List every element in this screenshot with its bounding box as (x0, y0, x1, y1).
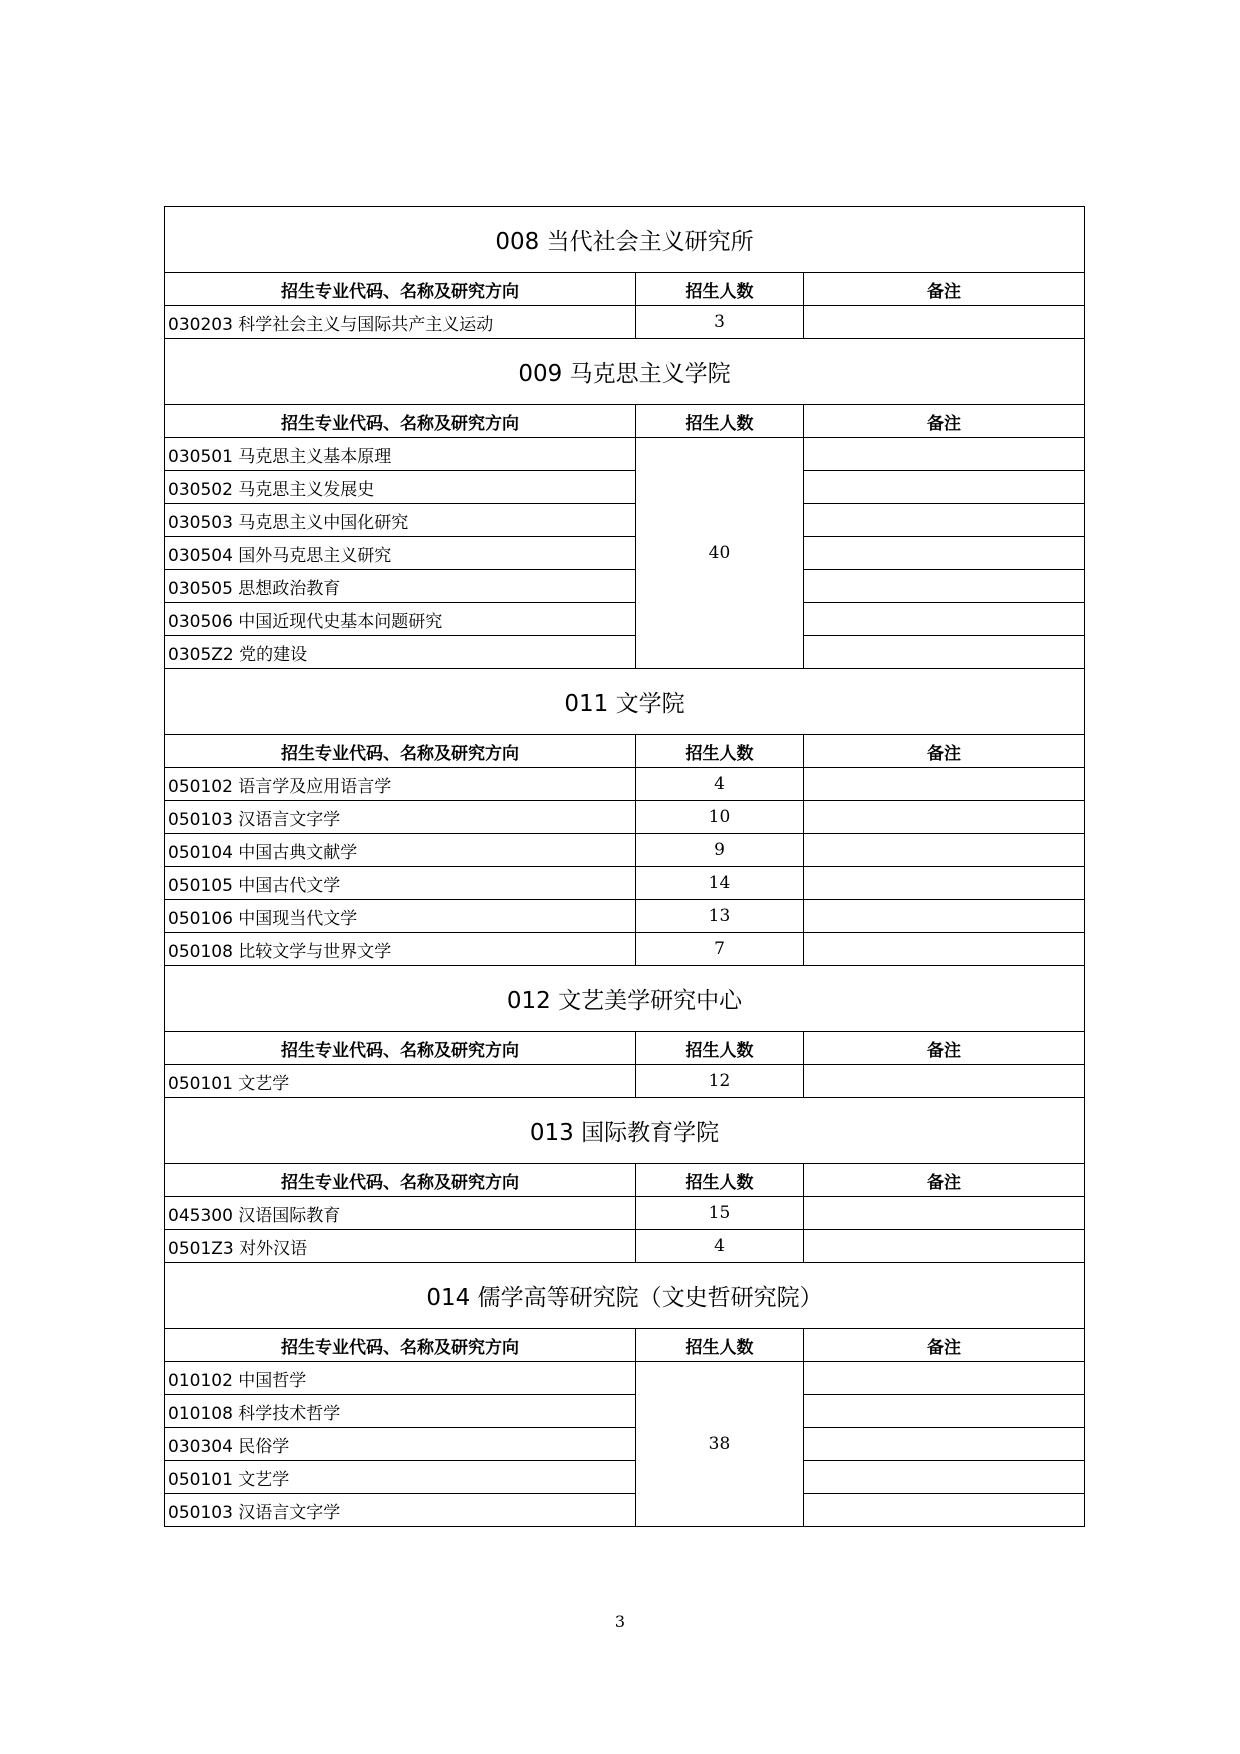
table-row (165, 801, 1085, 834)
section-title: 008 当代社会主义研究所 (165, 207, 1085, 273)
major-cell: 050102 语言学及应用语言学 (165, 768, 636, 801)
note-cell (804, 570, 1085, 603)
table-row (165, 537, 1085, 570)
table-row (165, 933, 1085, 966)
section-header-row (165, 339, 1085, 405)
note-cell (804, 471, 1085, 504)
major-cell: 0305Z2 党的建设 (165, 636, 636, 669)
column-header-major: 招生专业代码、名称及研究方向 (165, 273, 636, 306)
major-cell: 050103 汉语言文字学 (165, 801, 636, 834)
note-cell (804, 636, 1085, 669)
table-row (165, 504, 1085, 537)
column-header-note: 备注 (804, 1329, 1085, 1362)
table-row (165, 1395, 1085, 1428)
table-row (165, 1197, 1085, 1230)
table-row (165, 900, 1085, 933)
column-header-major: 招生专业代码、名称及研究方向 (165, 1032, 636, 1065)
column-header-row (165, 1329, 1085, 1362)
major-cell: 030304 民俗学 (165, 1428, 636, 1461)
note-cell (804, 900, 1085, 933)
column-header-count: 招生人数 (636, 405, 804, 438)
major-cell: 050103 汉语言文字学 (165, 1494, 636, 1527)
note-cell (804, 867, 1085, 900)
column-header-count: 招生人数 (636, 273, 804, 306)
note-cell (804, 504, 1085, 537)
section-header-row (165, 966, 1085, 1032)
major-cell: 050104 中国古典文献学 (165, 834, 636, 867)
table-row (165, 1230, 1085, 1263)
note-cell (804, 834, 1085, 867)
table-row (165, 306, 1085, 339)
section-header-row (165, 1263, 1085, 1329)
column-header-note: 备注 (804, 1032, 1085, 1065)
column-header-row (165, 1164, 1085, 1197)
table-row (165, 1362, 1085, 1395)
table-row (165, 603, 1085, 636)
note-cell (804, 1494, 1085, 1527)
column-header-note: 备注 (804, 1164, 1085, 1197)
table-row (165, 1065, 1085, 1098)
note-cell (804, 933, 1085, 966)
count-cell: 4 (636, 768, 804, 801)
major-cell: 030501 马克思主义基本原理 (165, 438, 636, 471)
table-row (165, 570, 1085, 603)
major-cell: 050105 中国古代文学 (165, 867, 636, 900)
column-header-row (165, 735, 1085, 768)
major-cell: 050101 文艺学 (165, 1461, 636, 1494)
note-cell (804, 1461, 1085, 1494)
note-cell (804, 1065, 1085, 1098)
note-cell (804, 768, 1085, 801)
note-cell (804, 306, 1085, 339)
note-cell (804, 438, 1085, 471)
column-header-count: 招生人数 (636, 735, 804, 768)
column-header-note: 备注 (804, 735, 1085, 768)
table-row (165, 471, 1085, 504)
table-row (165, 834, 1085, 867)
column-header-major: 招生专业代码、名称及研究方向 (165, 405, 636, 438)
note-cell (804, 1197, 1085, 1230)
section-title: 012 文艺美学研究中心 (165, 966, 1085, 1032)
table-row (165, 1428, 1085, 1461)
section-header-row (165, 207, 1085, 273)
column-header-row (165, 405, 1085, 438)
column-header-row (165, 273, 1085, 306)
table-row (165, 1461, 1085, 1494)
major-cell: 050108 比较文学与世界文学 (165, 933, 636, 966)
major-cell: 050106 中国现当代文学 (165, 900, 636, 933)
count-cell: 40 (636, 438, 804, 669)
column-header-major: 招生专业代码、名称及研究方向 (165, 735, 636, 768)
count-cell: 38 (636, 1362, 804, 1527)
column-header-count: 招生人数 (636, 1164, 804, 1197)
major-cell: 030503 马克思主义中国化研究 (165, 504, 636, 537)
section-header-row (165, 669, 1085, 735)
section-title: 009 马克思主义学院 (165, 339, 1085, 405)
count-cell: 12 (636, 1065, 804, 1098)
count-cell: 4 (636, 1230, 804, 1263)
table-row (165, 636, 1085, 669)
major-cell: 0501Z3 对外汉语 (165, 1230, 636, 1263)
column-header-row (165, 1032, 1085, 1065)
major-cell: 050101 文艺学 (165, 1065, 636, 1098)
note-cell (804, 537, 1085, 570)
count-cell: 14 (636, 867, 804, 900)
major-cell: 010102 中国哲学 (165, 1362, 636, 1395)
column-header-count: 招生人数 (636, 1329, 804, 1362)
count-cell: 3 (636, 306, 804, 339)
note-cell (804, 1395, 1085, 1428)
note-cell (804, 603, 1085, 636)
note-cell (804, 801, 1085, 834)
column-header-major: 招生专业代码、名称及研究方向 (165, 1164, 636, 1197)
enrollment-table (164, 206, 1085, 1527)
section-title: 013 国际教育学院 (165, 1098, 1085, 1164)
major-cell: 010108 科学技术哲学 (165, 1395, 636, 1428)
section-title: 011 文学院 (165, 669, 1085, 735)
major-cell: 045300 汉语国际教育 (165, 1197, 636, 1230)
table-row (165, 867, 1085, 900)
note-cell (804, 1230, 1085, 1263)
count-cell: 10 (636, 801, 804, 834)
major-cell: 030203 科学社会主义与国际共产主义运动 (165, 306, 636, 339)
table-row (165, 768, 1085, 801)
table-row (165, 1494, 1085, 1527)
major-cell: 030505 思想政治教育 (165, 570, 636, 603)
note-cell (804, 1428, 1085, 1461)
count-cell: 9 (636, 834, 804, 867)
table-row (165, 438, 1085, 471)
count-cell: 13 (636, 900, 804, 933)
note-cell (804, 1362, 1085, 1395)
column-header-note: 备注 (804, 273, 1085, 306)
page-number: 3 (614, 1612, 626, 1631)
column-header-major: 招生专业代码、名称及研究方向 (165, 1329, 636, 1362)
count-cell: 15 (636, 1197, 804, 1230)
section-title: 014 儒学高等研究院（文史哲研究院） (165, 1263, 1085, 1329)
count-cell: 7 (636, 933, 804, 966)
column-header-count: 招生人数 (636, 1032, 804, 1065)
column-header-note: 备注 (804, 405, 1085, 438)
section-header-row (165, 1098, 1085, 1164)
major-cell: 030506 中国近现代史基本问题研究 (165, 603, 636, 636)
major-cell: 030504 国外马克思主义研究 (165, 537, 636, 570)
major-cell: 030502 马克思主义发展史 (165, 471, 636, 504)
